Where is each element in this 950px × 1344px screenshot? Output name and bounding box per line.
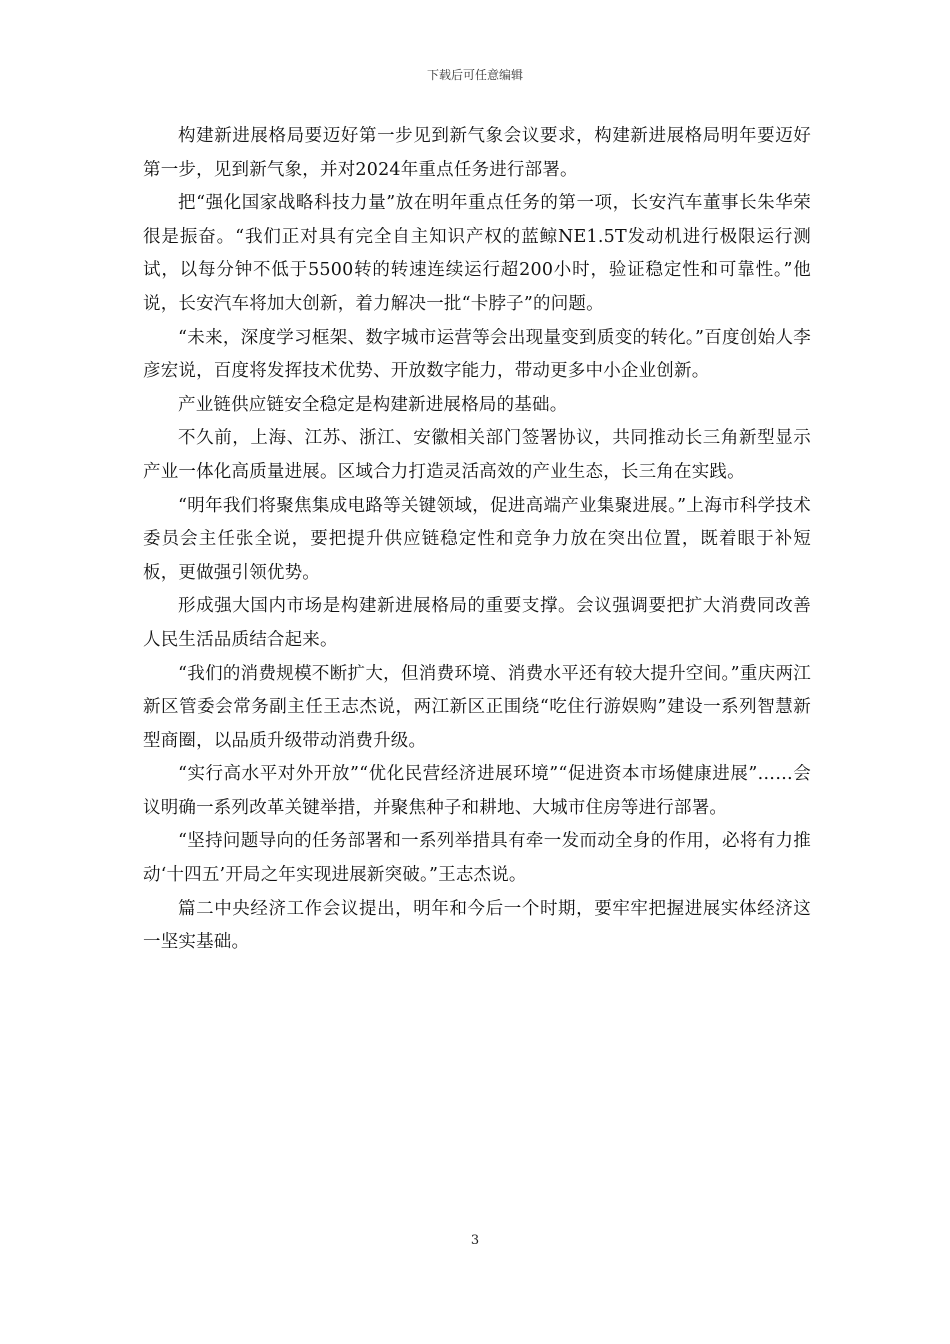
paragraph: “未来，深度学习框架、数字城市运营等会出现量变到质变的转化。”百度创始人李彦宏说，百度将发挥技术优势、开放数字能力，带动更多中小企业创新。 (143, 327, 811, 382)
paragraph: “实行高水平对外开放”“优化民营经济进展环境”“促进资本市场健康进展”……会议明确一系列改革关键举措，并聚焦种子和耕地、大城市住房等进行部署。 (143, 764, 811, 818)
paragraph: 构建新进展格局要迈好第一步见到新气象会议要求，构建新进展格局明年要迈好第一步，见到新气象，并对2024年重点任务进行部署。 (143, 126, 811, 180)
paragraph: 篇二中央经济工作会议提出，明年和今后一个时期，要牢牢把握进展实体经济这一坚实基础。 (143, 898, 811, 953)
paragraph: “明年我们将聚焦集成电路等关键领域，促进高端产业集聚进展。”上海市科学技术委员会主任张全说，要把提升供应链稳定性和竞争力放在突出位置，既着眼于补短板，更做强引领优势。 (143, 495, 811, 583)
paragraph: “我们的消费规模不断扩大，但消费环境、消费水平还有较大提升空间。”重庆两江新区管委会常务副主任王志杰说，两江新区正围绕“吃住行游娱购”建设一系列智慧新型商圈，以品质升级带动消费升级。 (143, 663, 811, 751)
paragraph: 形成强大国内市场是构建新进展格局的重要支撑。会议强调要把扩大消费同改善人民生活品质结合起来。 (143, 596, 811, 650)
paragraph: 产业链供应链安全稳定是构建新进展格局的基础。 (178, 394, 568, 415)
paragraph: 不久前，上海、江苏、浙江、安徽相关部门签署协议，共同推动长三角新型显示产业一体化高质量进展。区域合力打造灵活高效的产业生态，长三角在实践。 (143, 428, 811, 482)
paragraph: “坚持问题导向的任务部署和一系列举措具有牵一发而动全身的作用，必将有力推动‘十四五’开局之年实现进展新突破。”王志杰说。 (143, 831, 811, 886)
article-body (143, 120, 811, 960)
page-header: 下载后可任意编辑 (426, 68, 523, 82)
page-number: 3 (470, 1233, 480, 1248)
paragraph: 把“强化国家战略科技力量”放在明年重点任务的第一项，长安汽车董事长朱华荣很是振奋。“我们正对具有完全自主知识产权的蓝鲸NE1.5T发动机进行极限运行测试，以每分钟不低于5500转的转速连续运行超200小时，验证稳定性和可靠性。”他说，长安汽车将加大创新，着力解决一批“卡脖子”的问题。 (143, 193, 811, 314)
